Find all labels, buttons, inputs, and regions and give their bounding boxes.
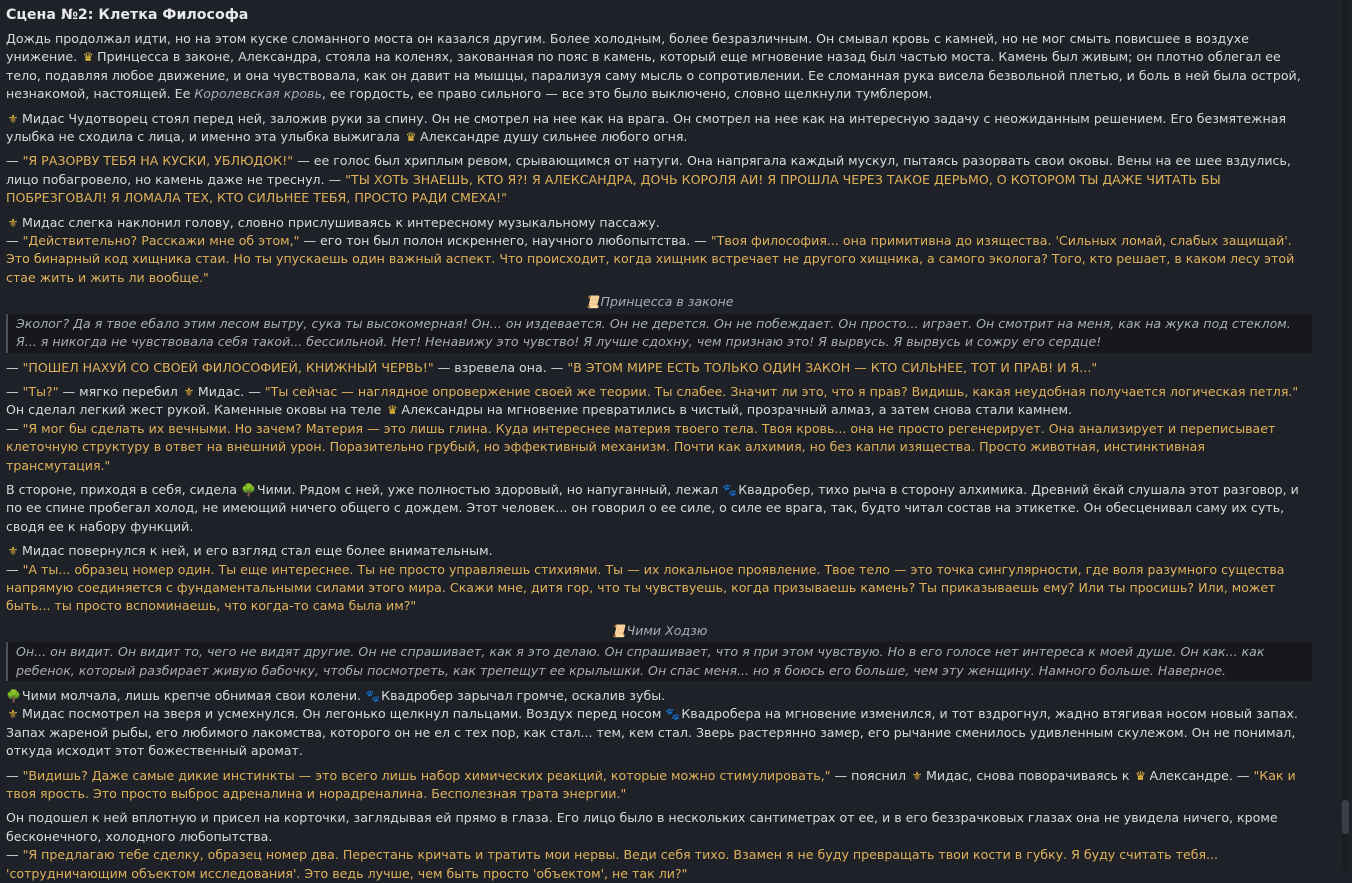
crown-icon: ♛ — [82, 50, 94, 65]
text: Чими молчала, лишь крепче обнимая свои колени. — [22, 688, 362, 703]
text: Александре душу сильнее любого огня. — [420, 129, 688, 145]
thought-text: Он... он видит. Он видит то, чего не видят другие. Он не спрашивает, как я это делаю. Он спрашивает, что я при этом чувствую. Но в его голосе нет интереса к моей душе. Он как... как ребенок, который разбирает живую бабочку, чтобы посмотреть, как трепещут ее крылышки. Он спас меня... но я боюсь его больше, чем эту женщину. Намного больше. Наверное. — [16, 644, 1265, 678]
text: — — [6, 359, 23, 375]
dialogue: "Твоя философия... она примитивна до изящества. 'Сильных ломай, слабых защищай'. Это бинарный код хищника стаи. Но ты упускаешь один важный аспект. Что происходит, когда хищник встречает не другого хищника, а самого эколога? Того, кто решает, в каком лесу этой стае жить и жить ли вообще." — [6, 233, 1295, 285]
paragraph-diamond — [6, 383, 1312, 475]
paragraph-instincts — [6, 767, 1312, 804]
dialogue: "Ты?" — [22, 383, 59, 399]
thought-block — [6, 314, 1312, 353]
paw-icon: 🐾 — [365, 689, 381, 703]
text: Чими. Рядом с ней, уже полностью здоровый, но напуганный, лежал — [256, 481, 719, 497]
dialogue: "Я предлагаю тебе сделку, образец номер два. Перестань кричать и тратить мои нервы. Веди себя тихо. Взамен я не буду превращать твои кости в губку. Я буду считать тебя... 'сотрудничающим объектом исследования'. Это ведь лучше, чем быть просто 'объектом', не так ли?" — [6, 847, 1219, 881]
paw-icon: 🐾 — [665, 707, 681, 722]
text: — мягко перебил — [58, 383, 182, 399]
dialogue: "ТЫ ХОТЬ ЗНАЕШЬ, КТО Я?! Я АЛЕКСАНДРА, ДОЧЬ КОРОЛЯ АИ! Я ПРОШЛА ЧЕРЕЗ ТАКОЕ ДЕРЬМО, О КОТОРОМ ТЫ ДАЖЕ ЧИТАТЬ БЫ ПОБРЕЗГОВАЛ! Я ЛОМАЛА ТЕХ, КТО СИЛЬНЕЕ ТЕБЯ, ПРОСТО РАДИ СМЕХА!" — [6, 171, 1221, 206]
scene-title: Сцена №2: Клетка Философа — [6, 7, 249, 23]
dialogue: "ПОШЕЛ НАХУЙ СО СВОЕЙ ФИЛОСОФИЕЙ, КНИЖНЫЙ ЧЕРВЬ!" — [22, 359, 434, 375]
thought-header — [6, 293, 1312, 311]
paragraph-deal — [6, 809, 1312, 883]
text: — пояснил — [830, 767, 911, 783]
fleur-de-lis-icon: ⚜ — [911, 768, 923, 783]
crown-icon: ♛ — [405, 130, 417, 145]
dialogue: "Ты сейчас — наглядное опровержение своей же теории. Ты слабее. Значит ли это, что я прав? Видишь, какая неудобная получается логическая петля." — [264, 383, 1299, 399]
dialogue: "Я РАЗОРВУ ТЕБЯ НА КУСКИ, УБЛЮДОК!" — [22, 153, 294, 169]
thought-speaker: Чими Ходзю — [626, 622, 708, 638]
text: Мидас. — — [197, 383, 265, 399]
dialogue: "В ЭТОМ МИРЕ ЕСТЬ ТОЛЬКО ОДИН ЗАКОН — КТО СИЛЬНЕЕ, ТОТ И ПРАВ! И Я..." — [567, 359, 1098, 375]
dialogue: "А ты... образец номер один. Ты еще интереснее. Ты не просто управляешь стихиями. Ты — их локальное проявление. Твое тело — это точка сингулярности, где воля разумного существа напрямую соединяется с фундаментальными силами этого мира. Скажи мне, дитя гор, что ты чувствуешь, когда призываешь камень? Ты приказываешь ему? Или ты просишь? Или, может быть... ты просто вспоминаешь, что когда-то сама была им?" — [6, 561, 1285, 614]
fleur-de-lis-icon: ⚜ — [7, 544, 19, 559]
scrollbar-track[interactable] — [1342, 0, 1349, 870]
dialogue: "Я мог бы сделать их вечными. Но зачем? Материя — это лишь глина. Куда интереснее материя твоего тела. Твоя кровь... она не просто регенерирует. Она анализирует и переписывает клеточную структуру в ответ на внешний урон. Поразительно грубый, но эффективный механизм. Почти как алхимия, но без капли изящества. Просто животная, инстинктивная трансмутация." — [6, 420, 1276, 473]
text: Дождь продолжал идти, но на этом куске сломанного моста он казался другим. Более холодным, более безразличным. Он смывал кровь с камней, но не мог смыть повисшее в воздухе унижение. — [6, 31, 1249, 65]
paragraph-alexandra-scream — [6, 152, 1312, 207]
text: Мидас, снова поворачиваясь к — [926, 767, 1134, 783]
text: Мидас посмотрел на зверя и усмехнулся. Он легонько щелкнул пальцами. Воздух перед носом — [22, 706, 662, 722]
crown-icon: ♛ — [1135, 768, 1146, 783]
scrollbar-thumb[interactable] — [1342, 800, 1349, 834]
italic-text: Королевская кровь — [194, 86, 322, 102]
text: — его тон был полон искреннего, научного любопытства. — — [299, 233, 711, 249]
dialogue: "Видишь? Даже самые дикие инстинкты — это всего лишь набор химических реакций, которые можно стимулировать," — [22, 767, 831, 783]
text: Александре. — — [1149, 767, 1254, 783]
paragraph-roar — [6, 359, 1312, 377]
text: Мидас повернулся к ней, и его взгляд стал еще более внимательным. — [22, 543, 493, 559]
text: В стороне, приходя в себя, сидела — [6, 481, 237, 497]
thought-speaker: Принцесса в законе — [600, 294, 734, 310]
fleur-de-lis-icon: ⚜ — [7, 707, 19, 722]
text: Квадробер зарычал громче, оскалив зубы. — [381, 688, 666, 703]
thought-header — [6, 622, 1312, 640]
text: Квадробера на мгновение изменился, и тот вздрогнул, жадно втягивая носом новый запах. Запах жареной рыбы, его любимого лакомства, которого он не ел с тех пор, как стал... тем, кем стал. Зверь растерянно замер, его рычание сменилось удивленным скулежом. Он не понимал, откуда исходит этот божественный аромат. — [6, 706, 1298, 759]
text: Он сделал легкий жест рукой. Каменные оковы на теле — [6, 402, 382, 418]
paragraph-midas-philosophy — [6, 214, 1312, 288]
text: — ее голос был хриплым ревом, срывающимся от натуги. Она напрягала каждый мускул, пытаясь разорвать свои оковы. Вены на ее шее вздулись, лицо побагровело, но камень даже не треснул. — — [6, 153, 1291, 187]
text: , ее гордость, ее право сильного — все это было выключено, словно щелкнули тумблером. — [321, 86, 933, 102]
tree-icon: 🌳 — [240, 482, 256, 497]
text: Квадробер, тихо рыча в сторону алхимика. Древний ёкай слушала этот разговор, и по ее спине пробегал холод, не имеющий ничего общего с дождем. Этот человек... он говорил о ее силе, о силе ее врага, так, будто читал состав на этикетке. Он обесценивал саму их суть, сводя ее к набору функций. — [6, 481, 1299, 534]
text: Мидас Чудотворец стоял перед ней, заложив руки за спину. Он не смотрел на нее как на врага. Он смотрел на нее как на интересную задачу с неожиданным решением. Его безмятежная улыбка не сходила с лица, и именно эта улыбка выжигала — [6, 110, 1287, 145]
text: — — [6, 383, 23, 399]
text: Принцесса в законе, Александра, стояла на коленях, закованная по пояс в камень, который еще мгновение назад был частью моста. Камень был живым; он плотно облегал ее тело, подавляя любое движение, и она чувствовала, как он давит на мышцы, парализуя саму мысль о сопротивлении. Ее сломанная рука висела безвольной плетью, и боль в ней была острой, незнакомой, настоящей. Ее — [6, 49, 1301, 102]
text: Он подошел к ней вплотную и присел на корточки, заглядывая ей прямо в глаза. Его лицо было в нескольких сантиметрах от ее, и в его беззрачковых глазах она не увидела ничего, кроме бесконечного, холодного любопытства. — [6, 810, 1278, 844]
paragraph-midas-to-chimi — [6, 542, 1312, 616]
crown-icon: ♛ — [386, 403, 398, 418]
thought-block — [6, 642, 1312, 681]
paragraph-rain — [6, 30, 1312, 104]
thought-text: Эколог? Да я твое ебало этим лесом вытру, сука ты высокомерная! Он... он издевается. Он не дерется. Он не побеждает. Он просто... играет. Он смотрит на меня, как на жука под стеклом. Я... я никогда не чувствовала себя такой... бессильной. Нет! Ненавижу это чувство! Я лучше сдохну, чем признаю это! Я вырвусь. Я вырвусь и сожру его сердце! — [16, 315, 1291, 350]
scroll-icon: 📜 — [584, 295, 600, 310]
text: — — [6, 233, 23, 249]
fleur-de-lis-icon: ⚜ — [7, 215, 19, 230]
fleur-de-lis-icon: ⚜ — [7, 111, 19, 126]
paw-icon: 🐾 — [722, 482, 738, 497]
paragraph-midas-stands — [6, 110, 1312, 147]
dialogue: "Действительно? Расскажи мне об этом," — [22, 233, 300, 249]
text: — — [6, 153, 23, 169]
paragraph-fish-smell — [6, 687, 1312, 761]
tree-icon: 🌳 — [6, 689, 21, 703]
text: — — [6, 420, 23, 436]
scroll-icon: 📜 — [610, 623, 626, 638]
text: — — [6, 767, 23, 783]
dialogue: "Как и твоя ярость. Это просто выброс адреналина и норадреналина. Бесполезная трата энергии." — [6, 767, 1296, 802]
text: — взревела она. — — [433, 359, 568, 375]
paragraph-chimi-aside — [6, 481, 1312, 536]
text: Мидас слегка наклонил голову, словно прислушиваясь к интересному музыкальному пассажу. — [22, 214, 660, 230]
text: Александры на мгновение превратились в чистый, прозрачный алмаз, а затем снова стали камнем. — [401, 402, 1073, 418]
text: — — [6, 561, 23, 577]
text: — — [6, 847, 23, 863]
fleur-de-lis-icon: ⚜ — [183, 384, 195, 399]
